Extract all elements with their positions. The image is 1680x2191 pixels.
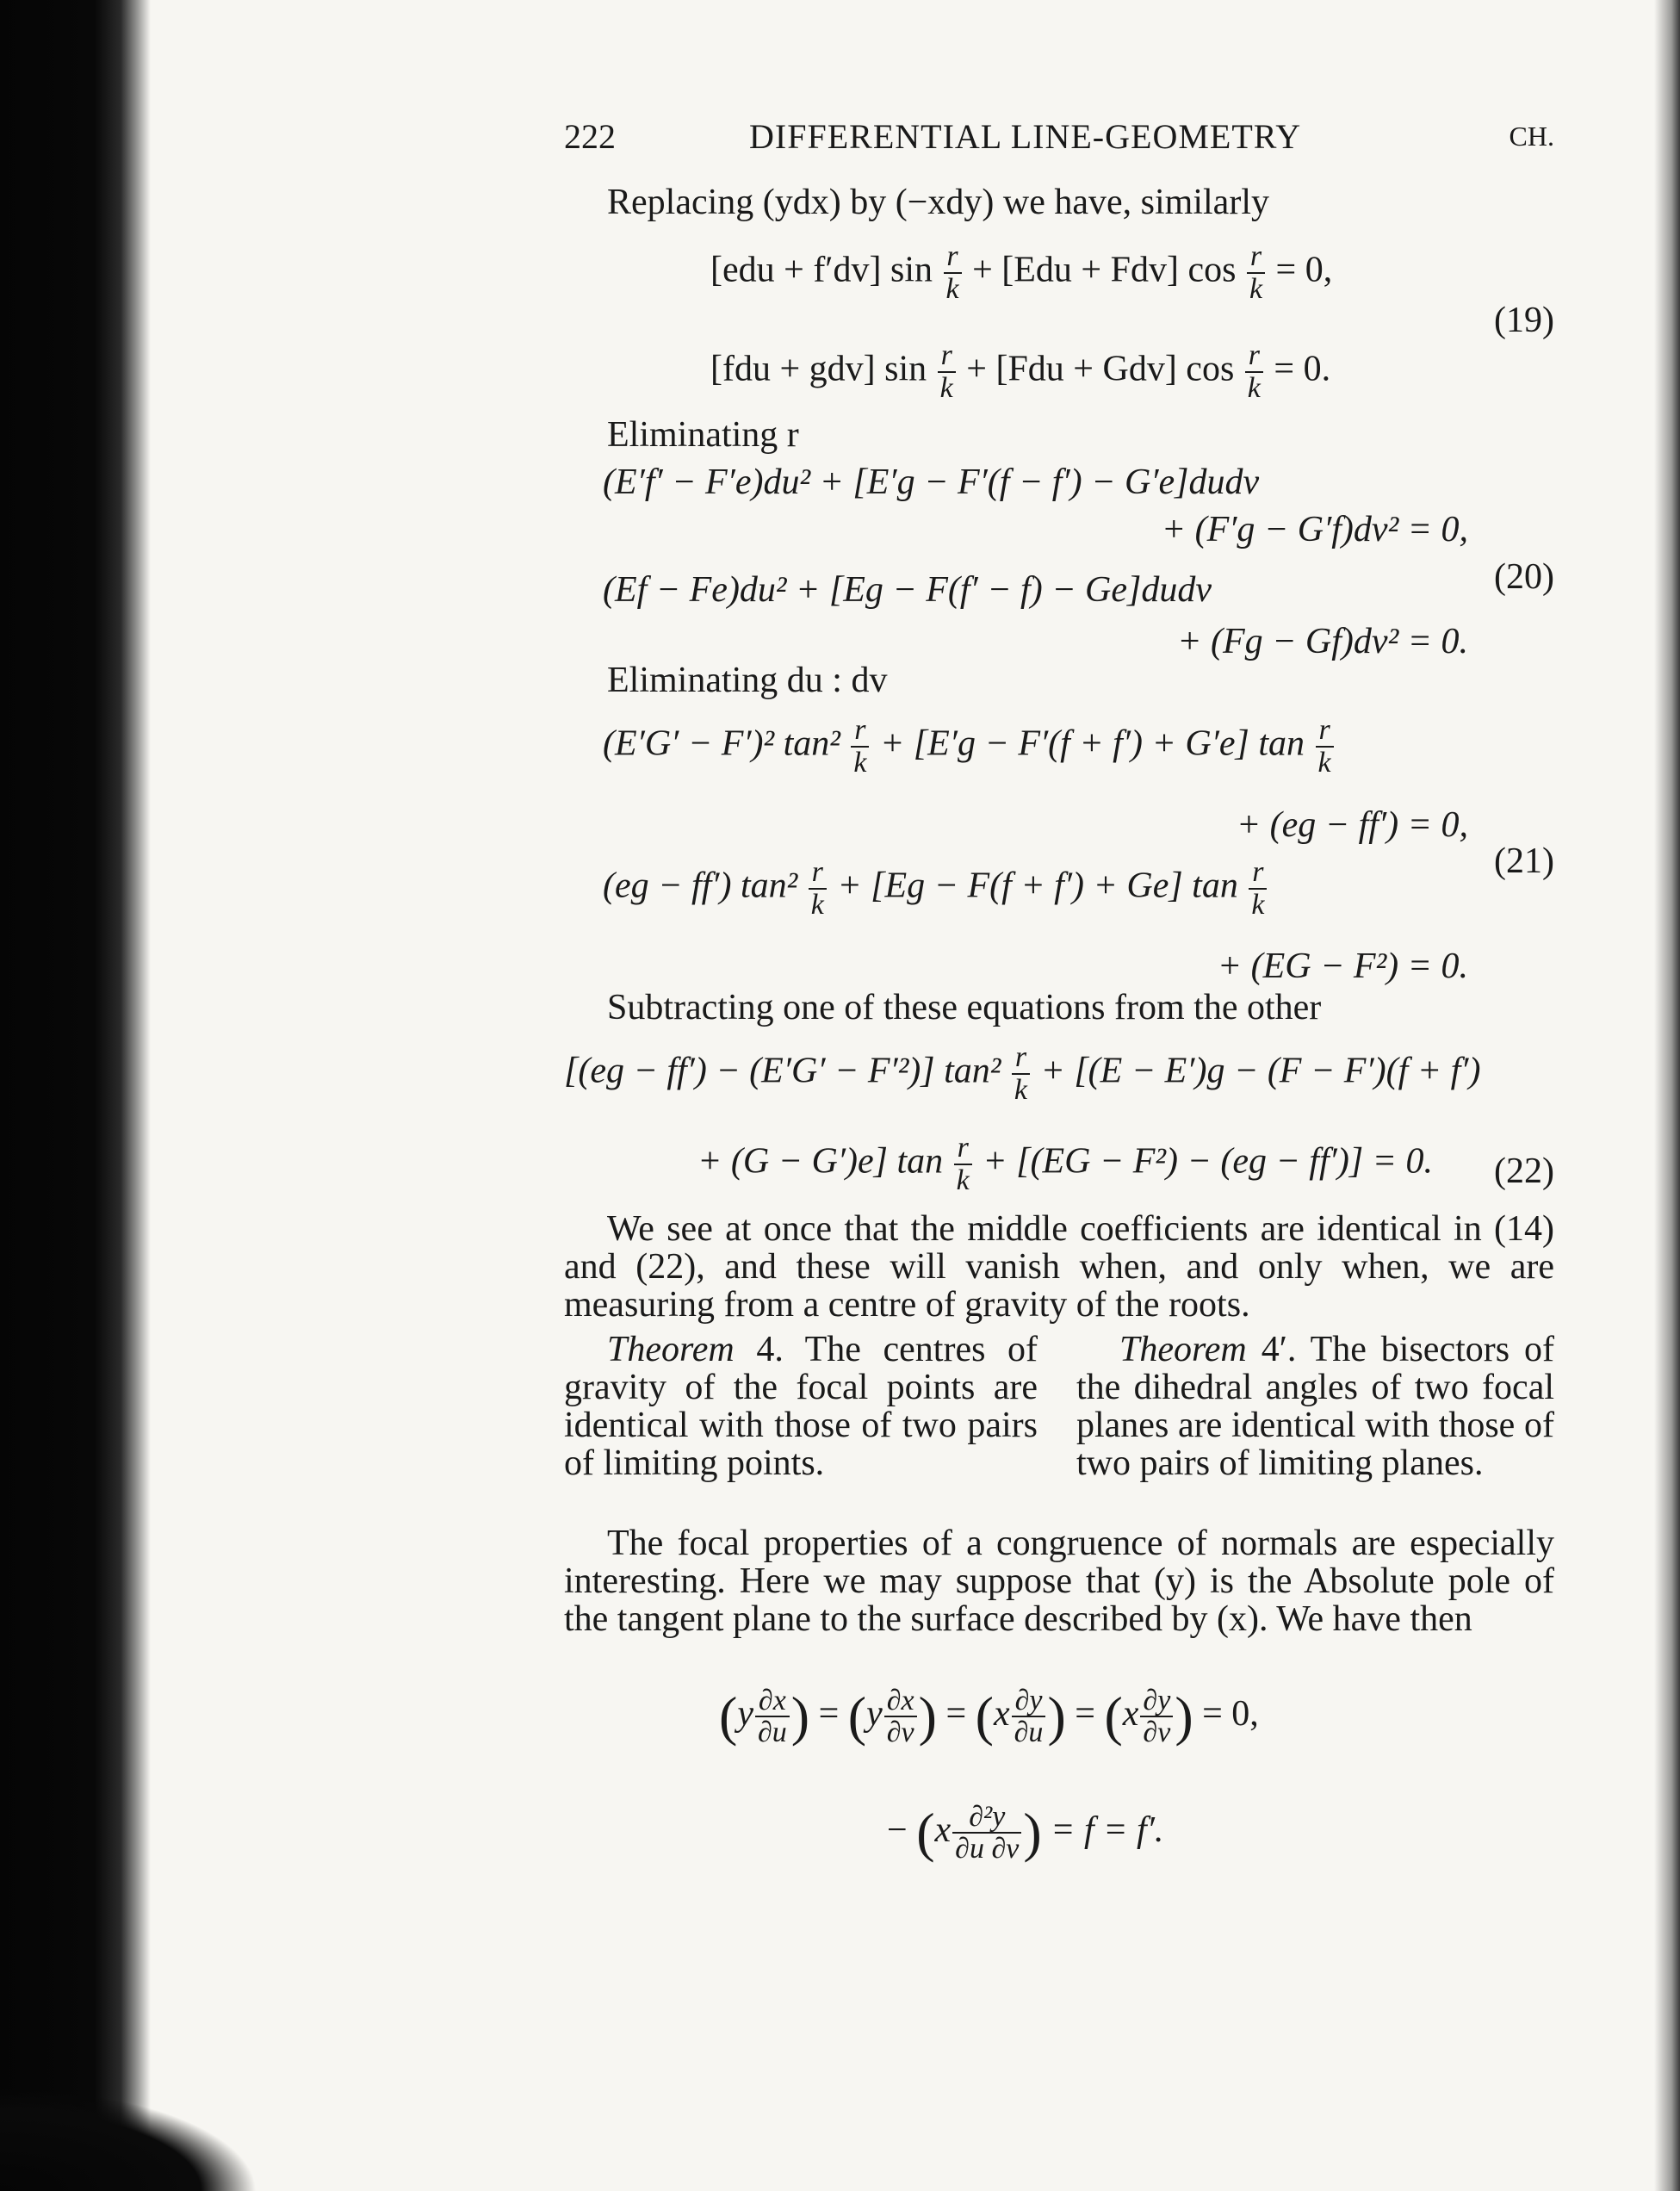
eq21-l1-b: + [E′g − F′(f + f′) + G′e] tan bbox=[879, 723, 1305, 764]
equation-21-line-1 bbox=[603, 715, 1336, 778]
equation-20-line-3: (Ef − Fe)du² + [Eg − F(f′ − f) − Ge]dudv bbox=[603, 570, 1212, 610]
eq19-l2-c: = 0. bbox=[1274, 349, 1331, 389]
eq22-l1-a: [(eg − ff′) − (E′G′ − F′²)] tan² bbox=[564, 1051, 1001, 1091]
intro-text-22: Subtracting one of these equations from the other bbox=[607, 988, 1322, 1027]
fraction-r-over-k: $\frac{r}{k}$ bbox=[1245, 340, 1263, 403]
equation-21-line-2: + (eg − ff′) = 0, bbox=[1236, 805, 1468, 845]
eq19-l1-c: = 0, bbox=[1275, 250, 1333, 290]
fraction-r-over-k: $\frac{r}{k}$ bbox=[851, 715, 869, 778]
fraction-r-over-k: $\frac{r}{k}$ bbox=[809, 857, 827, 920]
intro-text-21: Eliminating du : dv bbox=[607, 661, 888, 700]
fraction-r-over-k: $\frac{r}{k}$ bbox=[1247, 241, 1265, 304]
equation-20-line-4: + (Fg − Gf)dv² = 0. bbox=[1177, 622, 1468, 661]
equation-final-line-2: − (x $\frac{\text{∂²y}}{\partial u \partial v}$ ) = f = f′. bbox=[887, 1800, 1164, 1865]
intro-text-20: Eliminating r bbox=[607, 415, 799, 455]
theorem-4-prime-label: Theorem bbox=[1119, 1330, 1247, 1369]
equation-number-21: (21) bbox=[1494, 841, 1554, 881]
eq19-l1-b: + [Edu + Fdv] cos bbox=[972, 250, 1237, 290]
theorem-4-text: The centres of gravity of the focal points are identical with those of two pairs of limiting points. bbox=[564, 1330, 1038, 1483]
theorem-columns bbox=[564, 1331, 1554, 1520]
fraction-r-over-k: $\frac{r}{k}$ bbox=[954, 1133, 972, 1195]
theorem-4 bbox=[564, 1331, 1038, 1482]
paragraph-normals: The focal properties of a congruence of normals are especially interesting. Here we may suppose that (y) is the Absolute pole of the tangent plane to the surface described by (x). We have then bbox=[564, 1524, 1554, 1639]
theorem-4-prime bbox=[1076, 1331, 1554, 1482]
running-header bbox=[564, 116, 1554, 168]
equation-number-20: (20) bbox=[1494, 557, 1554, 597]
theorem-4-label: Theorem bbox=[607, 1330, 735, 1369]
theorem-4-prime-number: 4′. bbox=[1261, 1330, 1297, 1369]
eq19-l1-a: [edu + f′dv] sin bbox=[710, 250, 933, 290]
eq19-l2-a: [fdu + gdv] sin bbox=[710, 349, 927, 389]
eq22-l1-b: + [(E − E′)g − (F − F′)(f + f′) bbox=[1040, 1051, 1481, 1091]
equation-22-line-1 bbox=[564, 1042, 1480, 1105]
eq22-l2-a: + (G − G′)e] tan bbox=[697, 1141, 944, 1182]
equation-21-line-4: + (EG − F²) = 0. bbox=[1217, 947, 1468, 986]
eq19-l2-b: + [Fdu + Gdv] cos bbox=[966, 349, 1235, 389]
equation-20-line-1: (E′f′ − F′e)du² + [E′g − F′(f − f′) − G′e]dudv bbox=[603, 462, 1260, 502]
equation-19-line-1 bbox=[710, 241, 1332, 304]
fraction-r-over-k: $\frac{r}{k}$ bbox=[1249, 857, 1267, 920]
binding-notch bbox=[0, 2088, 258, 2191]
equation-number-19: (19) bbox=[1494, 301, 1554, 340]
page-edge bbox=[1654, 0, 1680, 2191]
eq21-l3-b: + [Eg − F(f + f′) + Ge] tan bbox=[837, 866, 1238, 906]
binding-shadow bbox=[0, 0, 151, 2191]
fraction-r-over-k: $\frac{r}{k}$ bbox=[1316, 715, 1334, 778]
theorem-4-number: 4. bbox=[756, 1330, 784, 1369]
paragraph-coefficients: We see at once that the middle coefficients are identical in (14) and (22), and these will vanish when, and only when, we are measuring from a centre of gravity of the roots. bbox=[564, 1209, 1554, 1325]
intro-text-19: Replacing (ydx) by (−xdy) we have, similarly bbox=[607, 183, 1269, 222]
equation-20-line-2: + (F′g − G′f)dv² = 0, bbox=[1161, 510, 1468, 549]
equation-final-line-1: (y $\frac{\partial x}{\partial u}$ ) = (y $\frac{\partial x}{\partial v}$ ) = (x $\frac{\partial y}{\partial u}$ ) = (x $\frac{\partial y}{\partial v}$ ) = 0, bbox=[719, 1684, 1259, 1749]
theorem-4-prime-text: The bisectors of the dihedral angles of two focal planes are identical with those of two pairs of limiting planes. bbox=[1076, 1330, 1554, 1483]
equation-21-line-3 bbox=[603, 857, 1268, 920]
eq21-l3-a: (eg − ff′) tan² bbox=[603, 866, 798, 906]
chapter-mark: CH. bbox=[1509, 121, 1554, 152]
eq21-l1-a: (E′G′ − F′)² tan² bbox=[603, 723, 840, 764]
fraction-r-over-k: $\frac{r}{k}$ bbox=[1012, 1042, 1030, 1105]
fraction-r-over-k: $\frac{r}{k}$ bbox=[938, 340, 956, 403]
equation-22-line-2 bbox=[697, 1133, 1433, 1195]
page-number: 222 bbox=[564, 117, 616, 156]
eq22-l2-b: + [(EG − F²) − (eg − ff′)] = 0. bbox=[983, 1141, 1434, 1182]
fraction-r-over-k: $\frac{r}{k}$ bbox=[944, 241, 962, 304]
equation-19-line-2 bbox=[710, 340, 1330, 403]
equation-number-22: (22) bbox=[1494, 1151, 1554, 1191]
running-title: DIFFERENTIAL LINE-GEOMETRY bbox=[749, 117, 1302, 156]
